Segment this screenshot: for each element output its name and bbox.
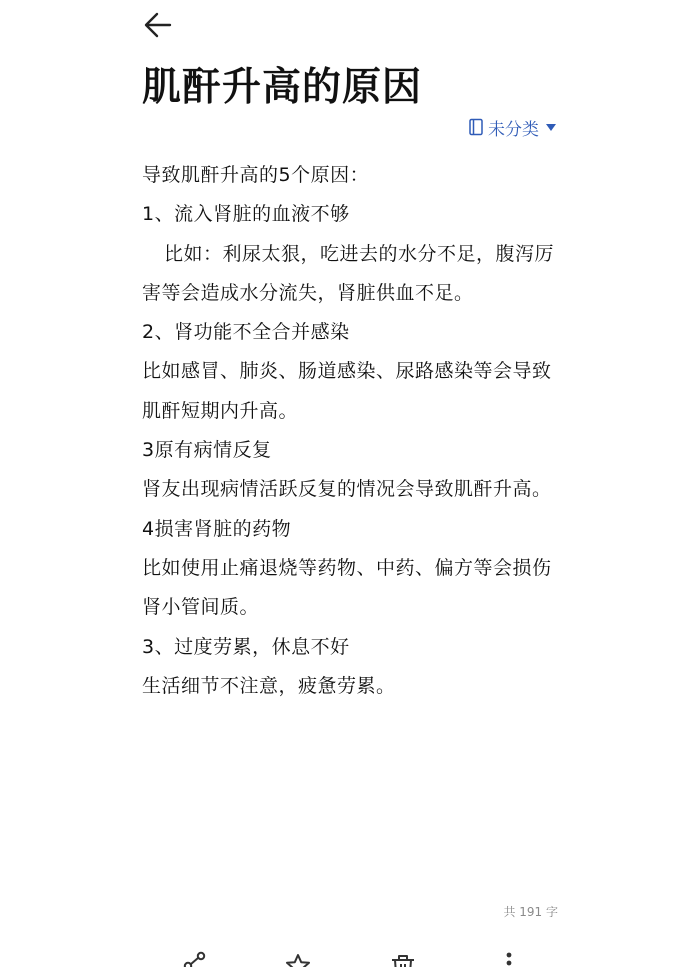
category-label: 未分类	[488, 119, 539, 140]
share-icon	[180, 950, 210, 967]
word-count: 共 191 字	[503, 905, 558, 919]
note-paragraph: 导致肌酐升高的5个原因：	[142, 164, 370, 186]
note-paragraph: 比如使用止痛退烧等药物、中药、偏方等会损伤肾小管间质。	[142, 556, 552, 619]
notebook-icon	[468, 118, 484, 136]
note-paragraph: 4损害肾脏的药物	[142, 517, 292, 540]
note-paragraph: 3、过度劳累，休息不好	[142, 635, 350, 658]
caret-down-icon	[546, 124, 556, 131]
note-paragraph: 2、肾功能不全合并感染	[142, 321, 350, 344]
share-button[interactable]	[180, 950, 210, 967]
note-paragraph: 肾友出现病情活跃反复的情况会导致肌酐升高。	[142, 478, 552, 501]
note-paragraph: 比如：利尿太狠，吃进去的水分不足，腹泻厉害等会造成水分流失，肾脏供血不足。	[142, 242, 555, 304]
note-title[interactable]: 肌酐升高的原因	[142, 65, 423, 110]
note-body[interactable]	[142, 156, 562, 706]
star-icon	[283, 950, 313, 967]
category-selector[interactable]	[468, 113, 556, 141]
note-paragraph: 3原有病情反复	[142, 439, 272, 462]
more-button[interactable]	[494, 950, 524, 967]
back-button[interactable]	[138, 6, 178, 44]
note-paragraph: 生活细节不注意，疲惫劳累。	[142, 674, 396, 697]
trash-icon	[388, 950, 418, 967]
note-paragraph: 1、流入肾脏的血液不够	[142, 203, 350, 226]
arrow-left-icon	[143, 10, 173, 40]
favorite-button[interactable]	[283, 950, 313, 967]
delete-button[interactable]	[388, 950, 418, 967]
more-icon	[494, 950, 524, 967]
note-paragraph: 比如感冒、肺炎、肠道感染、尿路感染等会导致肌酐短期内升高。	[142, 360, 552, 422]
